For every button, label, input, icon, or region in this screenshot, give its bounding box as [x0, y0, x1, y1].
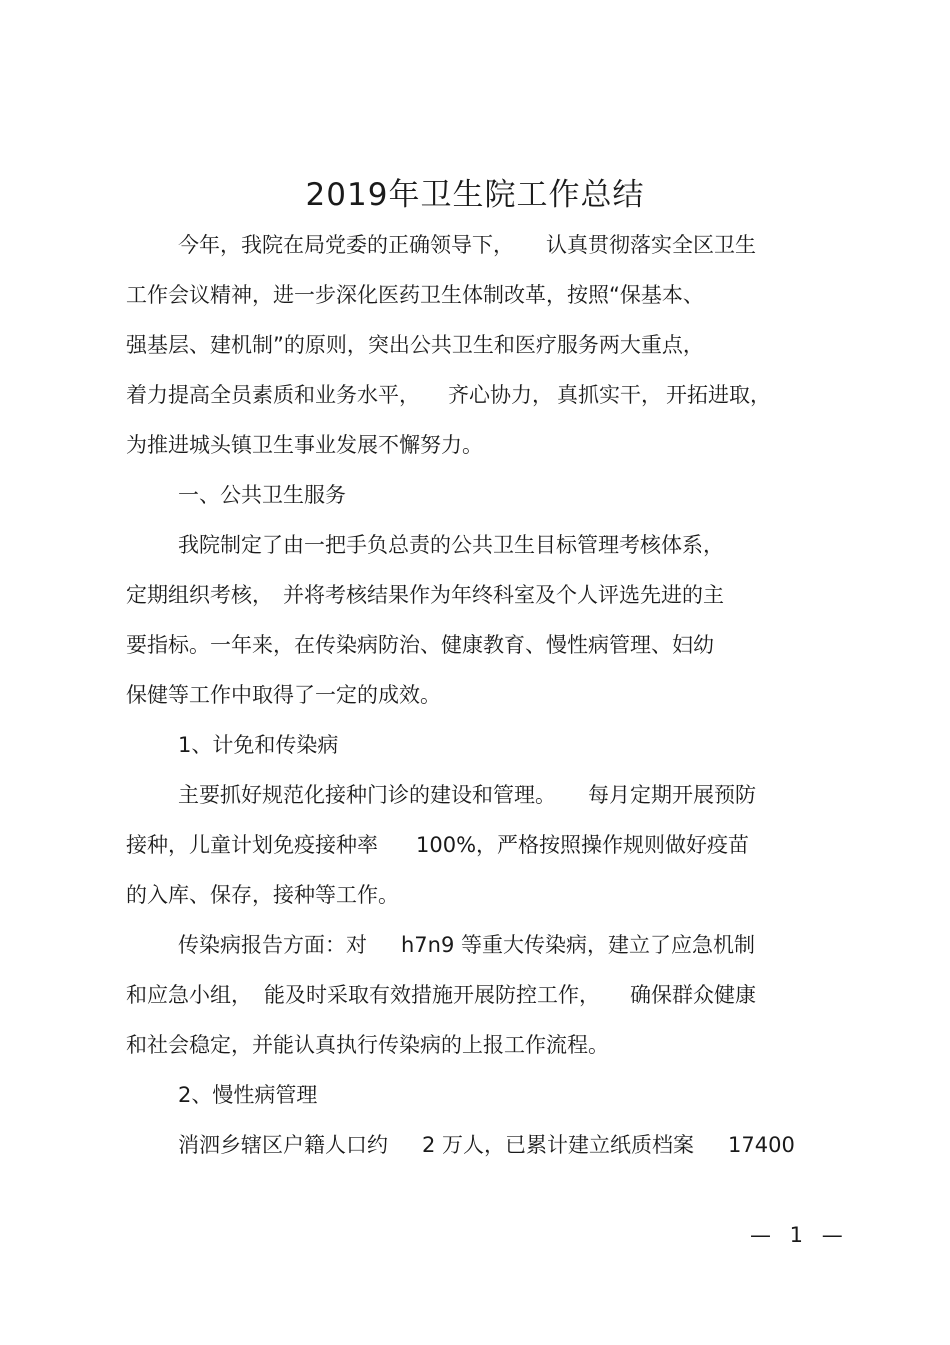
sub1-p2-line-1a: 传染病报告方面：对: [178, 933, 367, 957]
section1-line-3: 要指标。一年来，在传染病防治、健康教育、慢性病管理、妇幼: [126, 633, 714, 657]
sub1-p1-line-1: [178, 780, 756, 810]
sub1-p2-line-2a: 和应急小组，: [126, 983, 252, 1007]
intro-line-3: 强基层、建机制”的原则，突出公共卫生和医疗服务两大重点，: [126, 333, 704, 357]
section1-line-2b: 并将考核结果作为年终科室及个人评选先进的主: [283, 583, 724, 607]
section1-line-1: 我院制定了由一把手负总责的公共卫生目标管理考核体系，: [178, 533, 724, 557]
intro-line-2: 工作会议精神，进一步深化医药卫生体制改革，按照“保基本、: [126, 283, 704, 307]
sub1-p2-line-2c: 确保群众健康: [630, 983, 756, 1007]
sub1-p1-line-1b: 每月定期开展预防: [588, 783, 756, 807]
section1-heading: 一、公共卫生服务: [178, 483, 346, 507]
document-title: 2019年卫生院工作总结: [305, 177, 645, 213]
intro-line-1b: 认真贯彻落实全区卫生: [546, 233, 756, 257]
sub1-p2-line-2b: 能及时采取有效措施开展防控工作，: [264, 983, 600, 1007]
intro-line-1: [178, 230, 756, 260]
sub1-p2-line-3: 和社会稳定，并能认真执行传染病的上报工作流程。: [126, 1033, 609, 1057]
section1-line-2a: 定期组织考核，: [126, 583, 273, 607]
sub1-p1-line-3: 的入库、保存，接种等工作。: [126, 883, 399, 907]
sub2-p1-line-1b: 2 万人，已累计建立纸质档案: [422, 1133, 695, 1157]
sub1-p1-line-2b: 100%，严格按照操作规则做好疫苗: [416, 833, 750, 857]
sub1-p2-line-1b: h7n9 等重大传染病，建立了应急机制: [401, 933, 756, 957]
sub1-p1-line-2a: 接种，儿童计划免疫接种率: [126, 833, 378, 857]
sub2-p1-line-1c: 17400: [728, 1133, 795, 1157]
sub1-p1-line-1a: 主要抓好规范化接种门诊的建设和管理。: [178, 783, 556, 807]
section1-line-2: [126, 580, 724, 610]
sub1-p2-line-1: [178, 930, 755, 960]
intro-line-4: [126, 380, 771, 410]
sub2-p1-line-1: [178, 1130, 795, 1160]
intro-line-4d: 开拓进取，: [666, 383, 771, 407]
sub2-p1-line-1a: 消泗乡辖区户籍人口约: [178, 1133, 388, 1157]
sub2-heading: 2、慢性病管理: [178, 1083, 318, 1107]
section1-line-4: 保健等工作中取得了一定的成效。: [126, 683, 441, 707]
sub1-p1-line-2: [126, 830, 749, 860]
page-number: — 1 —: [750, 1223, 849, 1247]
intro-line-4b: 齐心协力，: [448, 383, 553, 407]
intro-line-5: 为推进城头镇卫生事业发展不懈努力。: [126, 433, 483, 457]
intro-line-4a: 着力提高全员素质和业务水平，: [126, 383, 420, 407]
sub1-heading: 1、计免和传染病: [178, 733, 339, 757]
sub1-p2-line-2: [126, 980, 756, 1010]
intro-line-4c: 真抓实干，: [557, 383, 662, 407]
intro-line-1a: 今年，我院在局党委的正确领导下，: [178, 233, 514, 257]
